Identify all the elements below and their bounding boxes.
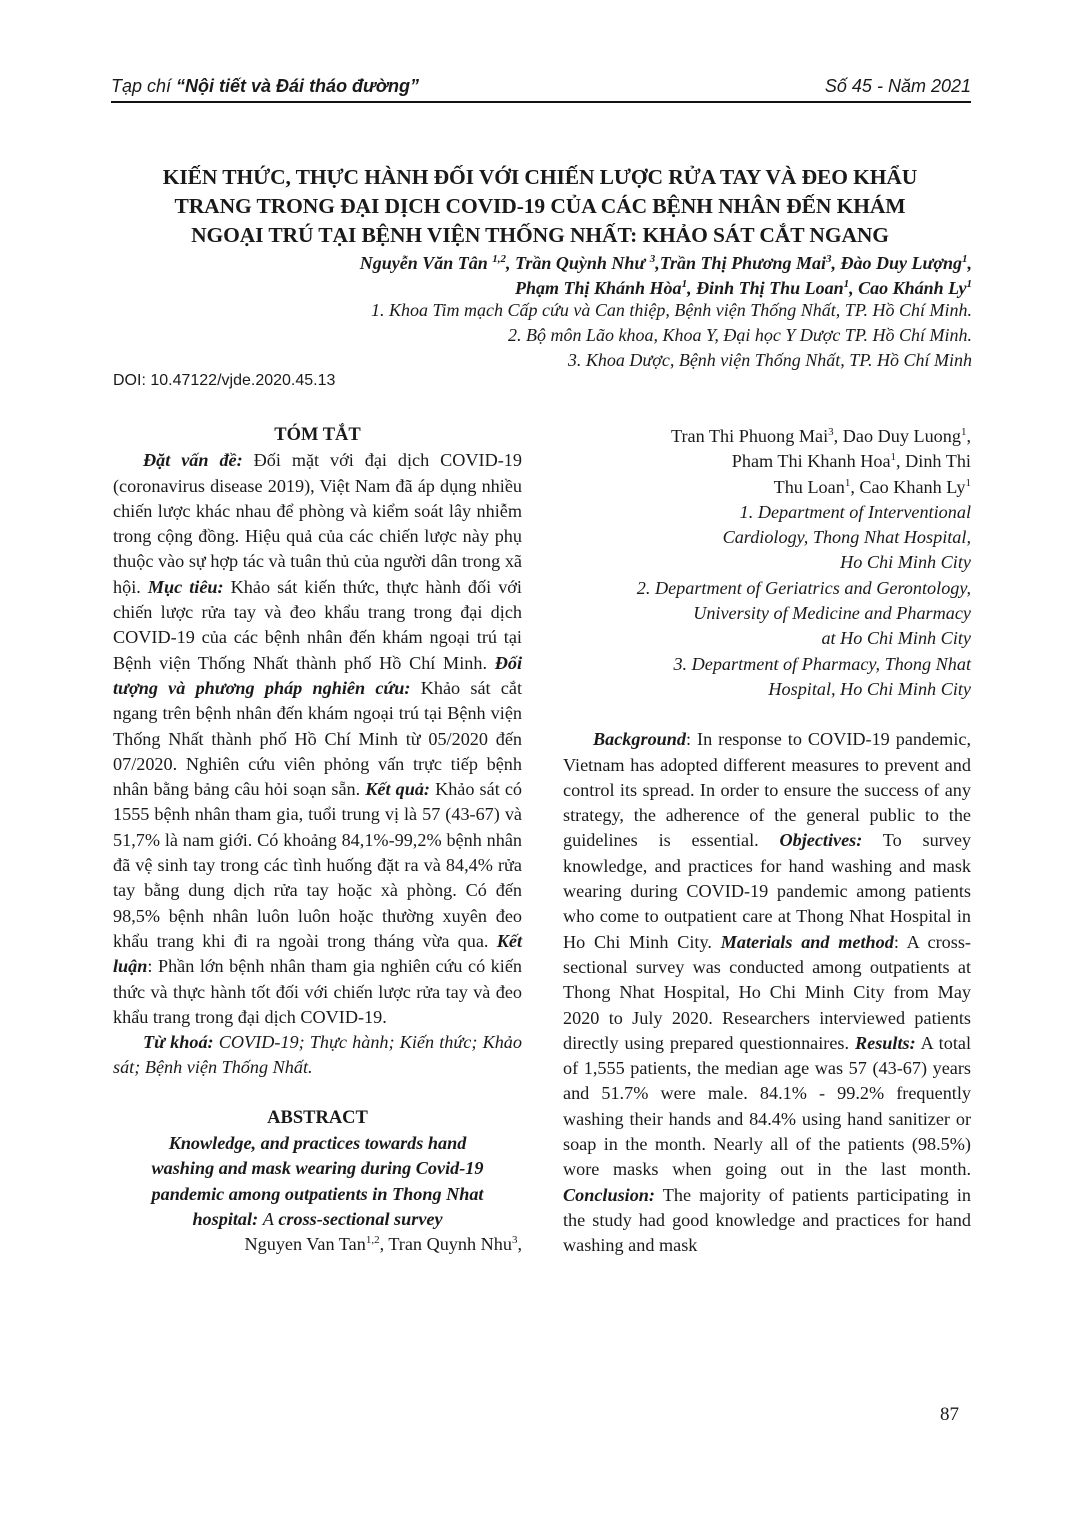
doi-link[interactable]: DOI: 10.47122/vjde.2020.45.13 bbox=[113, 372, 336, 389]
affiliation: 2. Bộ môn Lão khoa, Khoa Y, Đại học Y Dược TP. Hồ Chí Minh. bbox=[508, 325, 972, 345]
affiliations-en: 1. Department of Interventional Cardiology, Thong Nhat Hospital, Ho Chi Minh City 2. Department of Geriatrics and Gerontology, University of Medicine and Pharmacy at Ho Chi Minh City 3. Department of Pharmacy, Thong Nhat Hospital, Ho Chi Minh City bbox=[636, 501, 971, 699]
author-line-en: Nguyen Van Tan$^{1,2}$, Tran Quynh Nhu$^3$, bbox=[244, 1234, 522, 1255]
running-header bbox=[111, 76, 971, 103]
affiliation: 1. Khoa Tim mạch Cấp cứu và Can thiệp, Bệnh viện Thống Nhất, TP. Hồ Chí Minh. bbox=[371, 300, 972, 320]
left-column bbox=[113, 423, 522, 1258]
author-line: Nguyễn Văn Tân $^{1,2}$, Trần Quỳnh Như $^3$,Trần Thị Phương Mai$^3$, Đào Duy Lượng$^1$, bbox=[359, 253, 972, 273]
tom-tat-body: Đặt vấn đề: Đối mặt với đại dịch COVID-19 (coronavirus disease 2019), Việt Nam đã áp dụng nhiều chiến lược khác nhau để phòng và kiểm soát lây nhiễm trong cộng đồng. Hiệu quả của các chiến lược này phụ thuộc vào sự hợp tác và tuân thủ của người dân trong xã hội. Mục tiêu: Khảo sát kiến thức, thực hành đối với chiến lược rửa tay và đeo khẩu trang trong đại dịch COVID-19 của các bệnh nhân đến khám ngoại trú tại Bệnh viện Thống Nhất thành phố Hồ Chí Minh. Đối tượng và phương pháp nghiên cứu: Khảo sát cắt ngang trên bệnh nhân đến khám ngoại trú tại Bệnh viện Thống Nhất thành phố Hồ Chí Minh từ 05/2020 đến 07/2020. Nghiên cứu viên phỏng vấn trực tiếp bệnh nhân bằng bảng câu hỏi soạn sẵn. Kết quả: Khảo sát có 1555 bệnh nhân tham gia, tuổi trung vị là 57 (43-67) và 51,7% là nam giới. Có khoảng 84,1%-99,2% bệnh nhân đã vệ sinh tay trong các tình huống đặt ra và 84,4% rửa tay bằng dung dịch rửa tay hoặc xà phòng. Có đến 98,5% bệnh nhân luôn luôn hoặc thường xuyên đeo khẩu trang khi đi ra ngoài trong tháng vừa qua. Kết luận: Phần lớn bệnh nhân tham gia nghiên cứu có kiến thức và thực hành tốt đối với chiến lược rửa tay và đeo khẩu trang trong đại dịch COVID-19. bbox=[113, 450, 523, 1027]
journal-title: Tạp chí “Nội tiết và Đái tháo đường” bbox=[111, 76, 419, 96]
issue-label: Số 45 - Năm 2021 bbox=[824, 76, 971, 96]
abstract-heading: ABSTRACT bbox=[267, 1107, 368, 1128]
title-line: TRANG TRONG ĐẠI DỊCH COVID-19 CỦA CÁC BỆNH NHÂN ĐẾN KHÁM bbox=[174, 194, 906, 218]
page-number: 87 bbox=[940, 1404, 959, 1425]
keywords-vi: Từ khoá: COVID-19; Thực hành; Kiến thức; Khảo sát; Bệnh viện Thống Nhất. bbox=[113, 1032, 522, 1078]
tom-tat-heading: TÓM TẮT bbox=[274, 425, 361, 445]
title-line: NGOẠI TRÚ TẠI BỆNH VIỆN THỐNG NHẤT: KHẢO SÁT CẮT NGANG bbox=[191, 223, 889, 247]
author-list-vi bbox=[172, 251, 972, 301]
author-line: Phạm Thị Khánh Hòa$^1$, Đinh Thị Thu Loan$^1$, Cao Khánh Ly$^1$ bbox=[515, 278, 972, 298]
affiliations-vi bbox=[172, 298, 972, 373]
article-title bbox=[100, 163, 980, 250]
author-list-en: Tran Thi Phuong Mai$^3$, Dao Duy Luong$^1$, Pham Thi Khanh Hoa$^1$, Dinh Thi Thu Loan$^1$, Cao Khanh Ly$^1$ bbox=[671, 425, 971, 497]
right-column bbox=[563, 424, 971, 1259]
affiliation: 3. Khoa Dược, Bệnh viện Thống Nhất, TP. Hồ Chí Minh bbox=[567, 350, 972, 370]
abstract-body: Background: In response to COVID-19 pandemic, Vietnam has adopted different measures to prevent and control its spread. In order to ensure the success of any strategy, the adherence of the general public to the guidelines is essential. Objectives: To survey knowledge, and practices for hand washing and mask wearing during COVID-19 pandemic among patients who come to outpatient care at Thong Nhat Hospital in Ho Chi Minh City. Materials and method: A cross-sectional survey was conducted among outpatients at Thong Nhat Hospital, Ho Chi Minh City from May 2020 to July 2020. Researchers interviewed patients directly using prepared questionnaires. Results: A total of 1,555 patients, the median age was 57 (43-67) years and 51.7% were male. 84.1% - 99.2% frequently washing their hands and 84.4% using hand sanitizer or soap in the month. Nearly all of the patients (98.5%) wore masks when going out in the last month. Conclusion: The majority of patients participating in the study had good knowledge and practices for hand washing and mask bbox=[563, 729, 972, 1256]
title-line: KIẾN THỨC, THỰC HÀNH ĐỐI VỚI CHIẾN LƯỢC RỬA TAY VÀ ĐEO KHẨU bbox=[162, 165, 918, 189]
abstract-title: Knowledge, and practices towards hand washing and mask wearing during Covid-19 pandemic among outpatients in Thong Nhat hospital: A cross-sectional survey bbox=[151, 1133, 484, 1229]
